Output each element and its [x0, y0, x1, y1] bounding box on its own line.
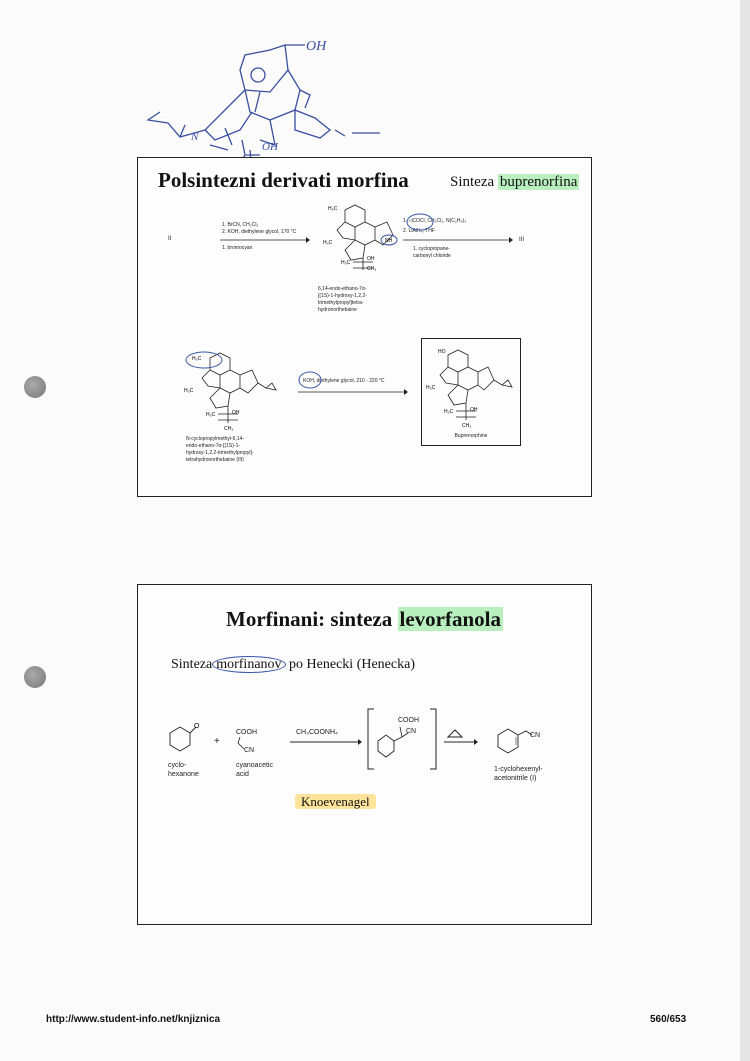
highlight-buprenorfina: buprenorfina [499, 174, 578, 190]
compound3-name-1: N-cyclopropylmethyl-6,14- [186, 436, 245, 442]
svg-text:H₃C: H₃C [328, 206, 338, 212]
svg-text:H₃C: H₃C [192, 356, 202, 362]
intermediate-name-2: [(1S)-1-hydroxy-1,2,2- [318, 293, 367, 299]
intermediate-name-4: hydronorthebaine [318, 307, 357, 313]
arrow-step2 [403, 236, 513, 244]
circled-koh-sketch [298, 371, 322, 389]
slide-buprenorphine [137, 157, 592, 497]
punch-hole-top [24, 376, 46, 398]
bracket-cn: CN [406, 728, 417, 735]
svg-text:CH₃: CH₃ [367, 266, 377, 272]
svg-text:HO: HO [438, 349, 446, 355]
roman-iii: III [519, 237, 525, 243]
punch-hole-bottom [24, 666, 46, 688]
step1-cond-2: 2. KOH, diethylene glycol, 170 °C [222, 229, 297, 235]
reagent2-name-2: acid [236, 771, 249, 778]
reaction-arrow-1 [290, 738, 362, 746]
bracket-cooh: COOH [398, 717, 419, 724]
intermediate-structure [323, 200, 413, 275]
step2-cond-2: 2. LiAlH₄, THF [403, 228, 435, 234]
reagent2-name-1: cyanoacetic [236, 762, 273, 769]
svg-text:H₃C: H₃C [206, 412, 216, 418]
step2-below-1: 1. cyclopropane- [413, 246, 450, 252]
compound-iii-structure [180, 348, 290, 433]
step2-cond-1: 1. ◁COCl, CH₂Cl₂, N(C₂H₅)₃ [403, 218, 467, 224]
roman-ii: II [168, 236, 172, 242]
plus-sign: + [214, 736, 220, 747]
svg-text:CH₃: CH₃ [462, 423, 472, 429]
product-cn: CN [530, 732, 541, 739]
product-name-1: 1-cyclohexenyl- [494, 766, 543, 773]
arrow-label: CH₃COONH₄ [296, 729, 338, 736]
cyclohexanone-structure [160, 723, 200, 757]
compound3-name-3: hydroxy-1,2,2-trimethylpropyl]- [186, 450, 254, 456]
svg-text:OH: OH [470, 407, 478, 413]
reagent2-cn: CN [244, 747, 255, 754]
slide-levorphanol [137, 584, 592, 925]
compound3-name-2: endo-ethano-7α-[(1S)-1- [186, 443, 241, 449]
svg-text:H₃C: H₃C [323, 240, 333, 246]
slide2-title: Morfinani: sinteza levorfanola [226, 607, 501, 631]
handwritten-oh-near: OH [262, 141, 278, 153]
svg-text:H₃C: H₃C [444, 409, 454, 415]
svg-text:H₃C: H₃C [426, 385, 436, 391]
svg-text:H₃C: H₃C [184, 388, 194, 394]
handwritten-oh-top: OH [306, 39, 327, 54]
slide2-subtitle: Sinteza morfinanov po Henecki (Henecka) [171, 657, 415, 672]
svg-text:N: N [191, 131, 199, 143]
reagent1-name-1: cyclo- [168, 762, 187, 769]
product-name: Buprenorphine [454, 433, 488, 439]
reagent1-name-2: hexanone [168, 771, 199, 778]
slide1-subtitle: Sinteza buprenorfina [450, 174, 578, 190]
circled-cyclopropyl-sketch [406, 212, 436, 232]
product-box [421, 338, 521, 446]
svg-text:NH: NH [385, 238, 393, 244]
step3-conditions: KOH, diethylene glycol, 210 - 220 °C [303, 378, 385, 384]
reaction-arrow-2 [444, 729, 478, 747]
buprenorphine-structure [426, 345, 516, 427]
circled-morfinanov: morfinanov [212, 656, 285, 673]
intermediate-name-3: trimethylpropyl]tetra- [318, 300, 364, 306]
arrow-step3 [298, 388, 408, 396]
reagent2-formula: COOH [236, 729, 257, 736]
slide1-title: Polsintezni derivati morfina [158, 168, 409, 192]
compound3-name-4: tetrahydronorthebaine (III) [186, 457, 244, 463]
arrow-step1 [220, 236, 310, 244]
footer-page-number: 560/653 [650, 1014, 687, 1025]
step2-below-2: carbonyl chloride [413, 253, 451, 259]
product-name-2: acetonitrile (I) [494, 775, 537, 782]
footer-url[interactable]: http://www.student-info.net/knjiznica [46, 1014, 221, 1025]
step1-below: 1. bromocyan [222, 245, 253, 251]
svg-text:OH: OH [367, 256, 375, 262]
svg-text:OH: OH [232, 410, 240, 416]
svg-text:CH₃: CH₃ [224, 426, 234, 432]
svg-text:H₃C: H₃C [341, 260, 351, 266]
knoevenagel-label: Knoevenagel [295, 794, 376, 810]
step1-cond-1: 1. BrCN, CH₂Cl₂ [222, 222, 259, 228]
svg-text:O: O [194, 723, 200, 730]
intermediate-name-1: 6,14-endo-ethano-7α- [318, 286, 367, 292]
highlight-levorfanola: levorfanola [399, 607, 501, 631]
